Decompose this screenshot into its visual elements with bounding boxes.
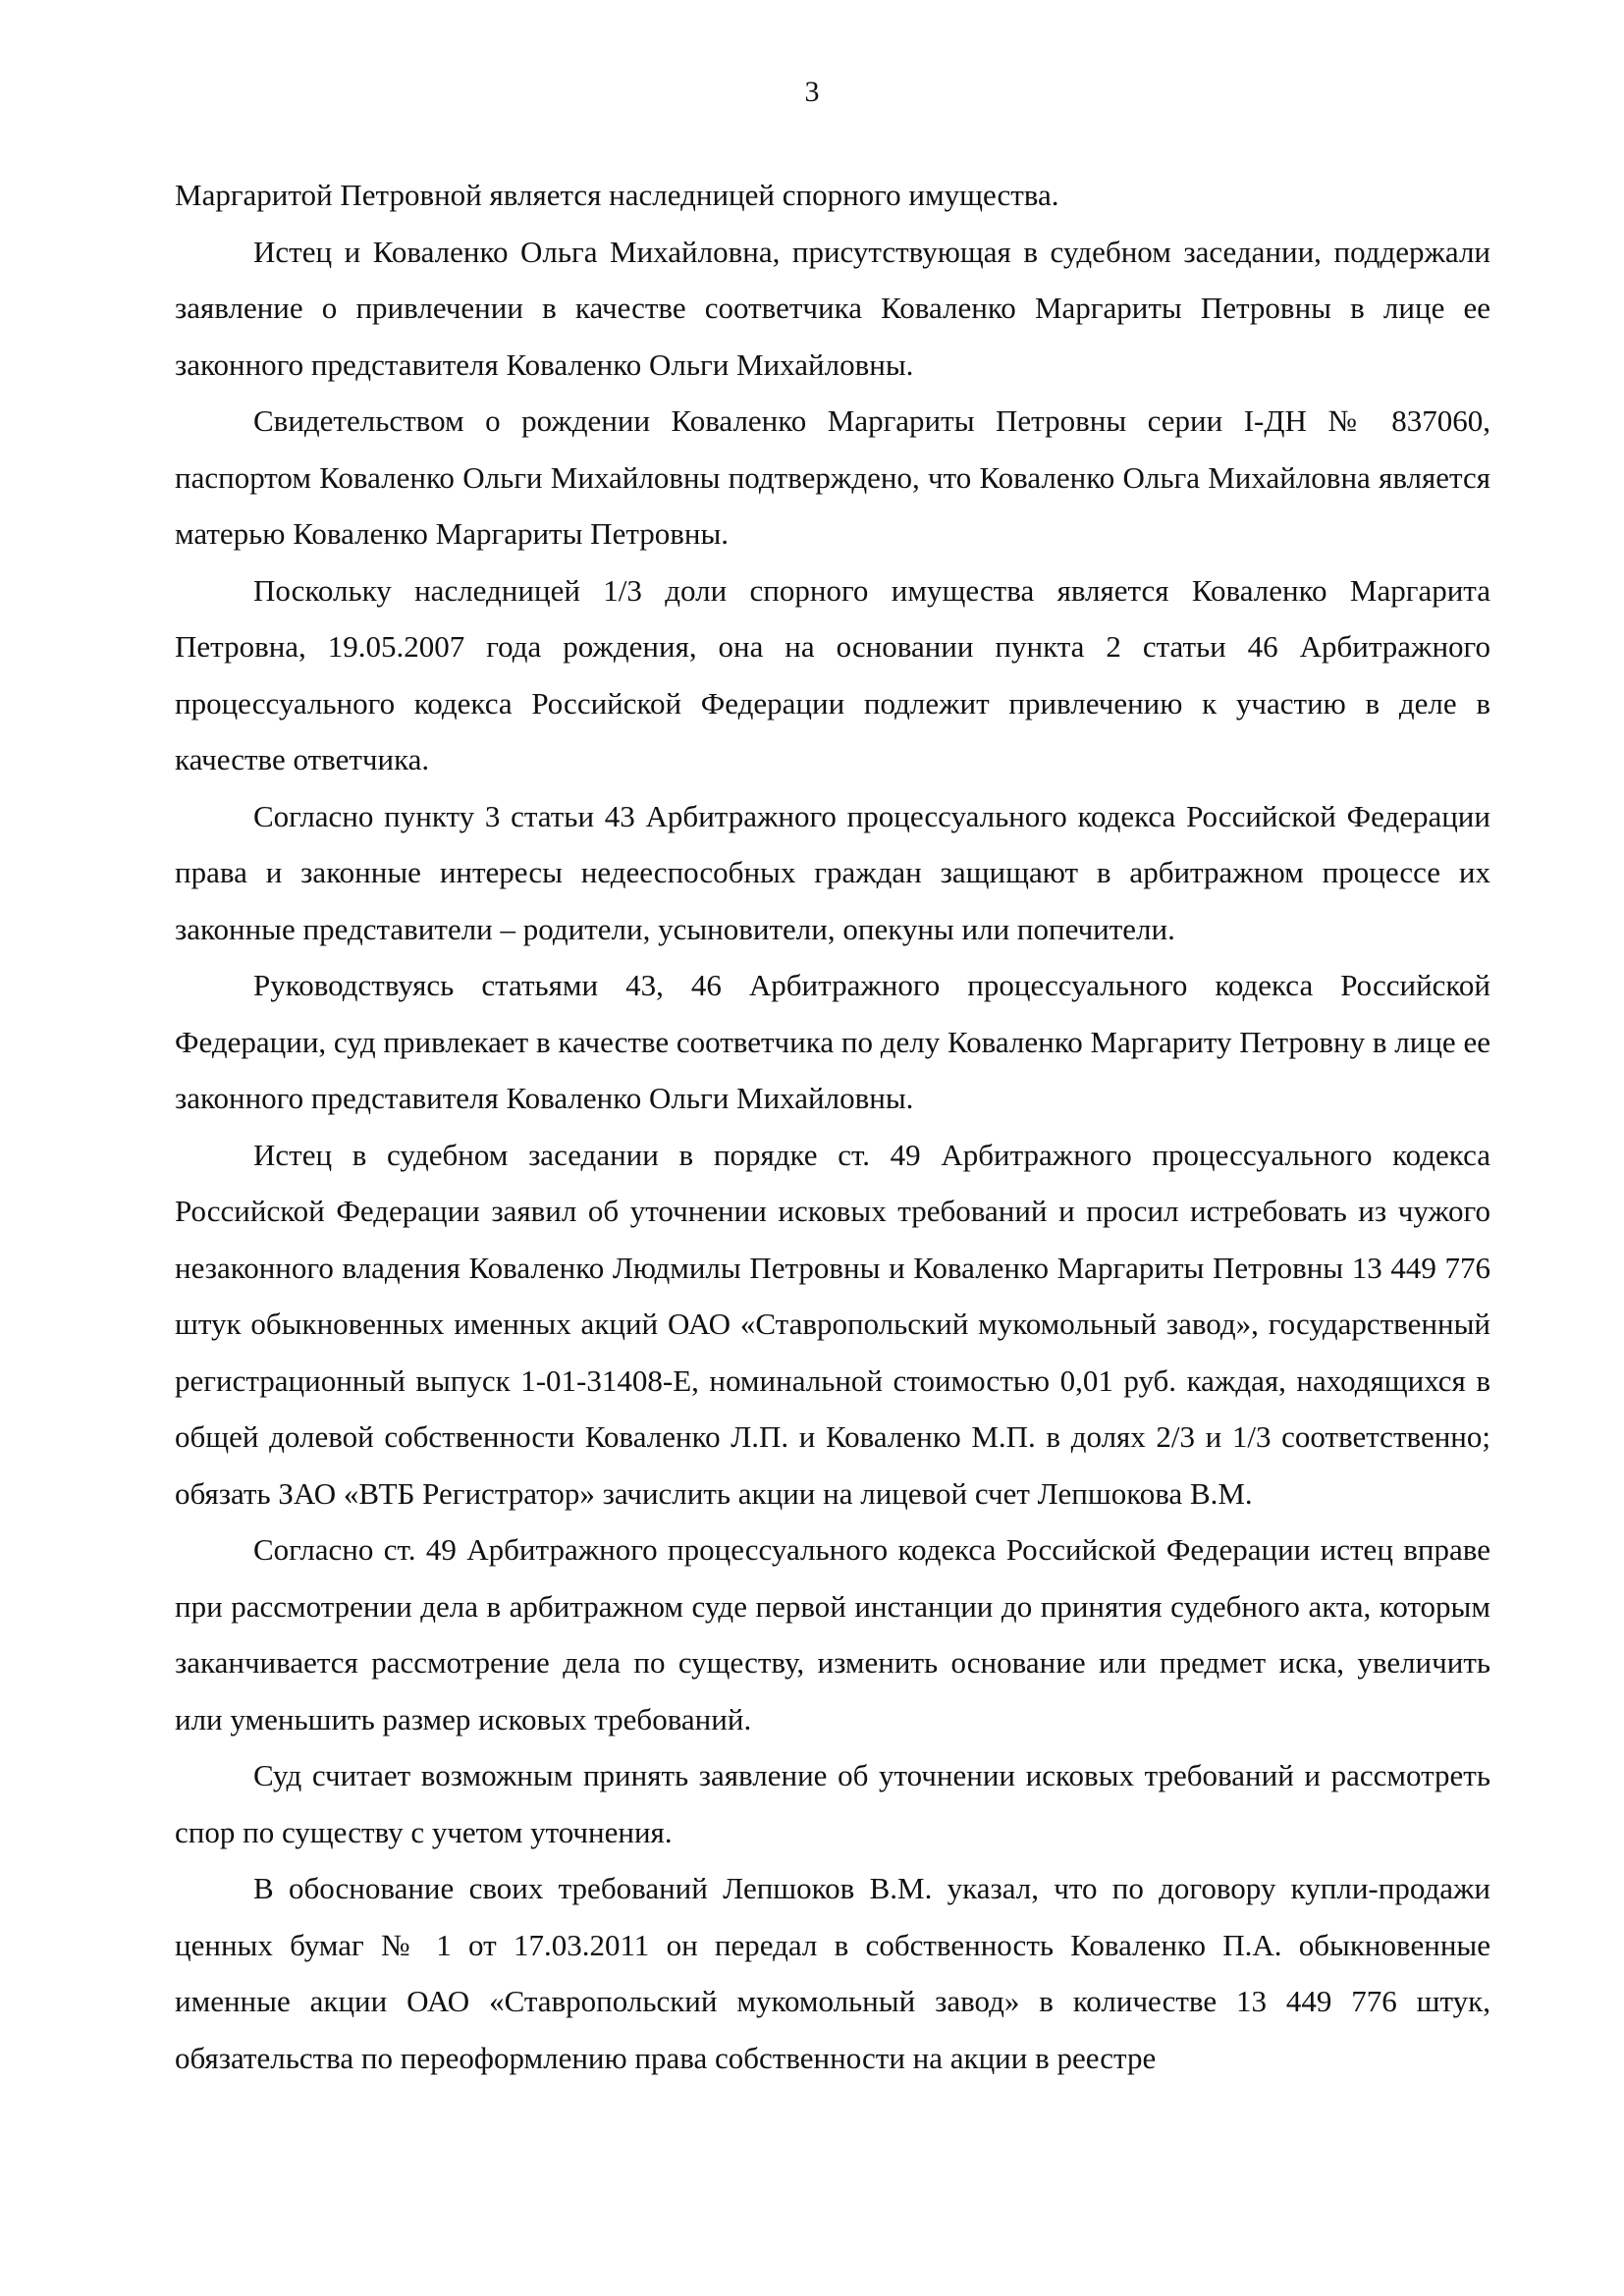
paragraph: Руководствуясь статьями 43, 46 Арбитражного процессуального кодекса Российской Федерации, суд привлекает в качестве соответчика по делу Коваленко Маргариту Петровну в лице ее законного представителя Коваленко Ольги Михайловны. [175,968,1490,1115]
document-body [175,167,1490,2086]
paragraph: Истец и Коваленко Ольга Михайловна, присутствующая в судебном заседании, поддержали заявление о привлечении в качестве соответчика Коваленко Маргариты Петровны в лице ее законного представителя Коваленко Ольги Михайловны. [175,234,1490,382]
paragraph: Согласно пункту 3 статьи 43 Арбитражного процессуального кодекса Российской Федерации права и законные интересы недееспособных граждан защищают в арбитражном процессе их законные представители – родители, усыновители, опекуны или попечители. [175,798,1490,946]
page-number: 3 [804,76,820,108]
paragraph: Поскольку наследницей 1/3 доли спорного имущества является Коваленко Маргарита Петровна, 19.05.2007 года рождения, она на основании пункта 2 статьи 46 Арбитражного процессуального кодекса Российской Федерации подлежит привлечению к участию в деле в качестве ответчика. [175,572,1490,776]
paragraph: Согласно ст. 49 Арбитражного процессуального кодекса Российской Федерации истец вправе при рассмотрении дела в арбитражном суде первой инстанции до принятия судебного акта, которым заканчивается рассмотрение дела по существу, изменить основание или предмет иска, увеличить или уменьшить размер исковых требований. [175,1532,1490,1736]
paragraph: Свидетельством о рождении Коваленко Маргариты Петровны серии I-ДН № 837060, паспортом Коваленко Ольги Михайловны подтверждено, что Коваленко Ольга Михайловна является матерью Коваленко Маргариты Петровны. [175,403,1490,551]
paragraph-continuation: Маргаритой Петровной является наследницей спорного имущества. [175,178,1059,212]
paragraph: В обоснование своих требований Лепшоков В.М. указал, что по договору купли-продажи ценных бумаг № 1 от 17.03.2011 он передал в собственность Коваленко П.А. обыкновенные именные акции ОАО «Ставропольский мукомольный завод» в количестве 13 449 776 штук, обязательства по переоформлению права собственности на акции в реестре [175,1871,1490,2075]
paragraph: Истец в судебном заседании в порядке ст. 49 Арбитражного процессуального кодекса Российской Федерации заявил об уточнении исковых требований и просил истребовать из чужого незаконного владения Коваленко Людмилы Петровны и Коваленко Маргариты Петровны 13 449 776 штук обыкновенных именных акций ОАО «Ставропольский мукомольный завод», государственный регистрационный выпуск 1-01-31408-Е, номинальной стоимостью 0,01 руб. каждая, находящихся в общей долевой собственности Коваленко Л.П. и Коваленко М.П. в долях 2/3 и 1/3 соответственно; обязать ЗАО «ВТБ Регистратор» зачислить акции на лицевой счет Лепшокова В.М. [175,1137,1490,1511]
paragraph: Суд считает возможным принять заявление об уточнении исковых требований и рассмотреть спор по существу с учетом уточнения. [175,1758,1490,1849]
